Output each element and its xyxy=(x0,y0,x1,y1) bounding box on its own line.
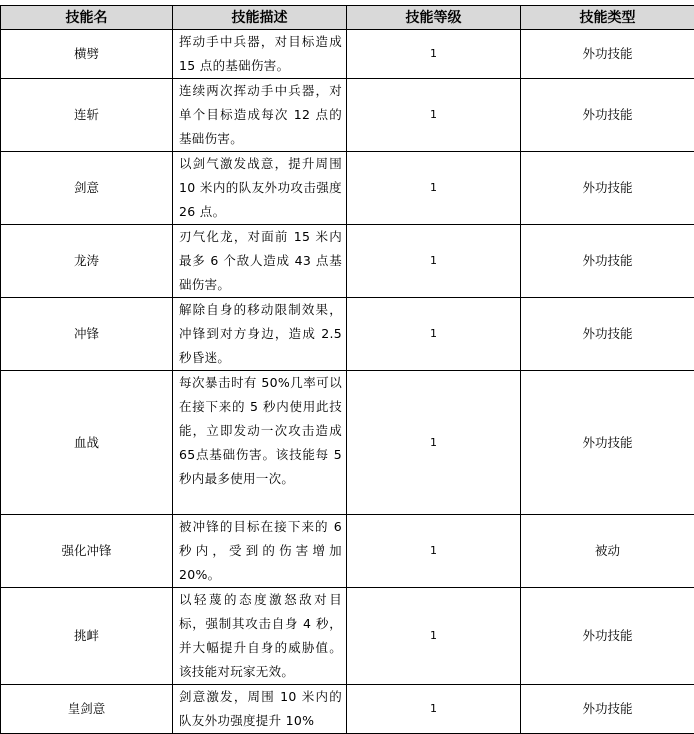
table-row xyxy=(1,685,694,734)
skill-level: 1 xyxy=(347,588,521,685)
skill-type: 外功技能 xyxy=(521,685,694,734)
table-row xyxy=(1,371,694,515)
skill-name: 横劈 xyxy=(1,30,173,79)
header-skill-type: 技能类型 xyxy=(521,6,694,30)
skill-type: 外功技能 xyxy=(521,152,694,225)
skill-level: 1 xyxy=(347,371,521,515)
skill-desc: 解除自身的移动限制效果，冲锋到对方身边，造成 2.5 秒昏迷。 xyxy=(173,298,347,371)
skill-level: 1 xyxy=(347,298,521,371)
header-row xyxy=(1,6,694,30)
skill-level: 1 xyxy=(347,225,521,298)
skill-desc: 以剑气激发战意，提升周围 10 米内的队友外功攻击强度 26 点。 xyxy=(173,152,347,225)
skill-name: 冲锋 xyxy=(1,298,173,371)
skill-name: 连斩 xyxy=(1,79,173,152)
skill-type: 外功技能 xyxy=(521,588,694,685)
skills-table xyxy=(0,5,694,734)
skill-type: 外功技能 xyxy=(521,371,694,515)
skill-name: 血战 xyxy=(1,371,173,515)
skill-type: 外功技能 xyxy=(521,79,694,152)
skill-name: 挑衅 xyxy=(1,588,173,685)
skill-level: 1 xyxy=(347,30,521,79)
skill-level: 1 xyxy=(347,152,521,225)
skill-level: 1 xyxy=(347,685,521,734)
table-row xyxy=(1,588,694,685)
skill-type: 被动 xyxy=(521,515,694,588)
table-row xyxy=(1,298,694,371)
skill-name: 皇剑意 xyxy=(1,685,173,734)
skill-desc: 以轻蔑的态度激怒敌对目标，强制其攻击自身 4 秒，并大幅提升自身的威胁值。该技能对玩家无效。 xyxy=(173,588,347,685)
skill-level: 1 xyxy=(347,79,521,152)
skill-desc: 刃气化龙，对面前 15 米内最多 6 个敌人造成 43 点基础伤害。 xyxy=(173,225,347,298)
header-skill-level: 技能等级 xyxy=(347,6,521,30)
skill-type: 外功技能 xyxy=(521,225,694,298)
skill-name: 强化冲锋 xyxy=(1,515,173,588)
skill-desc: 挥动手中兵器，对目标造成 15 点的基础伤害。 xyxy=(173,30,347,79)
header-skill-desc: 技能描述 xyxy=(173,6,347,30)
table-row xyxy=(1,152,694,225)
skill-type: 外功技能 xyxy=(521,30,694,79)
skill-type: 外功技能 xyxy=(521,298,694,371)
skill-name: 龙涛 xyxy=(1,225,173,298)
table-row xyxy=(1,79,694,152)
skill-desc: 连续两次挥动手中兵器，对单个目标造成每次 12 点的基础伤害。 xyxy=(173,79,347,152)
header-skill-name: 技能名 xyxy=(1,6,173,30)
table-row xyxy=(1,30,694,79)
skill-desc: 每次暴击时有 50%几率可以在接下来的 5 秒内使用此技能，立即发动一次攻击造成65点基础伤害。该技能每 5 秒内最多使用一次。 xyxy=(173,371,347,515)
skill-desc: 剑意激发，周围 10 米内的队友外功强度提升 10% xyxy=(173,685,347,734)
table-row xyxy=(1,225,694,298)
skill-level: 1 xyxy=(347,515,521,588)
table-row xyxy=(1,515,694,588)
skill-name: 剑意 xyxy=(1,152,173,225)
skill-desc: 被冲锋的目标在接下来的 6 秒内，受到的伤害增加 20%。 xyxy=(173,515,347,588)
